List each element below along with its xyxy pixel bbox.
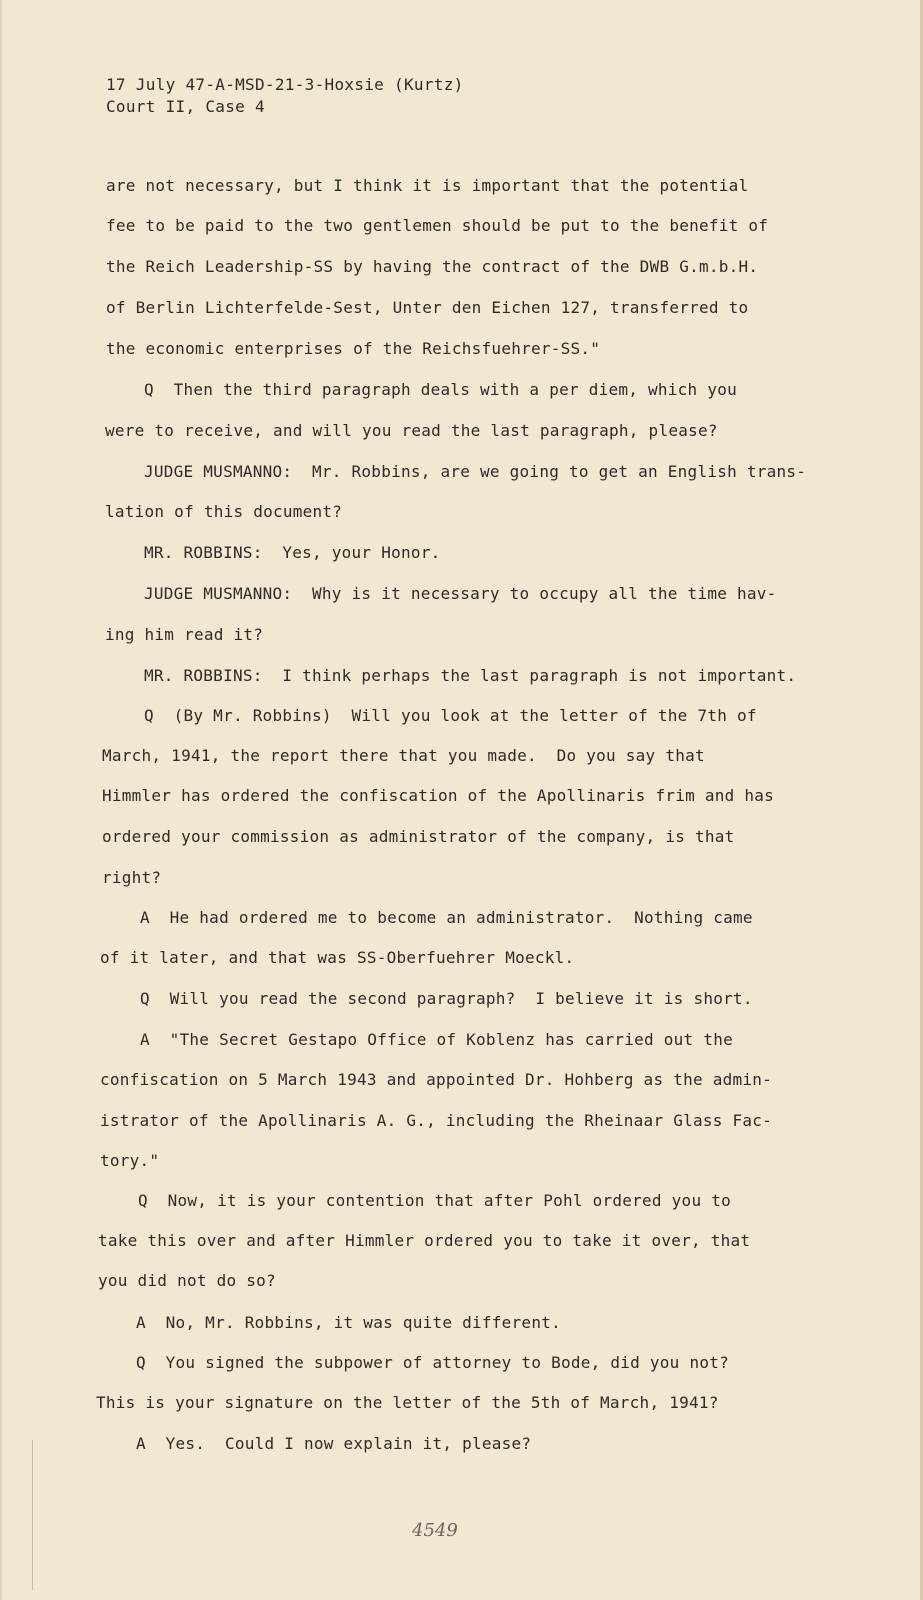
text-line: istrator of the Apollinaris A. G., including the Rheinaar Glass Fac-	[100, 1111, 773, 1130]
text-line: Q (By Mr. Robbins) Will you look at the letter of the 7th of	[144, 706, 757, 725]
text-line: you did not do so?	[98, 1271, 276, 1290]
text-line: are not necessary, but I think it is important that the potential	[106, 176, 749, 195]
text-line: right?	[102, 868, 162, 887]
text-line: JUDGE MUSMANNO: Mr. Robbins, are we going to get an English trans-	[144, 462, 807, 481]
text-line: Q Will you read the second paragraph? I believe it is short.	[140, 989, 753, 1008]
text-line: fee to be paid to the two gentlemen should be put to the benefit of	[106, 216, 769, 235]
paper-edge-mark	[32, 1440, 33, 1590]
text-line: March, 1941, the report there that you made. Do you say that	[102, 746, 705, 765]
text-line: ing him read it?	[105, 625, 264, 644]
text-line: Himmler has ordered the confiscation of the Apollinaris frim and has	[102, 786, 775, 805]
text-line: were to receive, and will you read the last paragraph, please?	[105, 421, 718, 440]
text-line: MR. ROBBINS: I think perhaps the last paragraph is not important.	[144, 666, 797, 685]
page-number: 4549	[412, 1520, 458, 1541]
text-line: A "The Secret Gestapo Office of Koblenz has carried out the	[140, 1030, 733, 1049]
text-line: A Yes. Could I now explain it, please?	[136, 1434, 532, 1453]
text-line: This is your signature on the letter of the 5th of March, 1941?	[96, 1393, 719, 1412]
header-line-1: 17 July 47-A-MSD-21-3-Hoxsie (Kurtz)	[106, 75, 464, 94]
text-line: of Berlin Lichterfelde-Sest, Unter den Eichen 127, transferred to	[106, 298, 749, 317]
text-line: tory."	[100, 1151, 160, 1170]
text-line: A No, Mr. Robbins, it was quite different.	[136, 1313, 561, 1332]
text-line: lation of this document?	[105, 502, 343, 521]
text-line: the Reich Leadership-SS by having the contract of the DWB G.m.b.H.	[106, 257, 759, 276]
text-line: Q Then the third paragraph deals with a per diem, which you	[144, 380, 737, 399]
text-line: MR. ROBBINS: Yes, your Honor.	[144, 543, 441, 562]
text-line: A He had ordered me to become an administrator. Nothing came	[140, 908, 753, 927]
text-line: take this over and after Himmler ordered you to take it over, that	[98, 1231, 751, 1250]
text-line: confiscation on 5 March 1943 and appointed Dr. Hohberg as the admin-	[100, 1070, 773, 1089]
text-line: the economic enterprises of the Reichsfuehrer-SS."	[106, 339, 601, 358]
text-line: ordered your commission as administrator of the company, is that	[102, 827, 735, 846]
text-line: Q Now, it is your contention that after Pohl ordered you to	[138, 1191, 731, 1210]
text-line: JUDGE MUSMANNO: Why is it necessary to occupy all the time hav-	[144, 584, 777, 603]
text-line: of it later, and that was SS-Oberfuehrer Moeckl.	[100, 948, 575, 967]
header-line-2: Court II, Case 4	[106, 97, 265, 116]
document-header	[106, 74, 464, 118]
text-line: Q You signed the subpower of attorney to Bode, did you not?	[136, 1353, 729, 1372]
